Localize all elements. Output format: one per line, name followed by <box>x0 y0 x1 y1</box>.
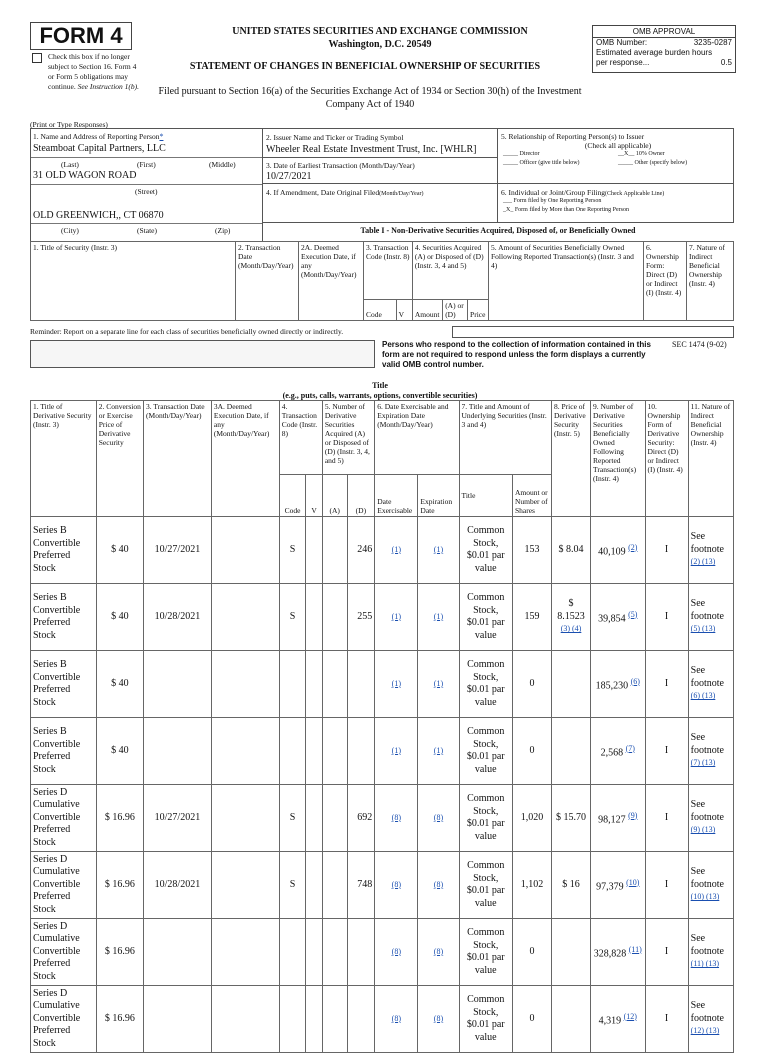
acquired-cell <box>322 651 347 718</box>
underlying-amount: 159 <box>512 584 551 651</box>
transaction-code <box>279 919 306 986</box>
derivative-price: $ 8.04 <box>558 543 584 555</box>
transaction-code: S <box>279 852 306 919</box>
ownership-form: I <box>645 517 688 584</box>
omb-number-label: OMB Number: <box>596 38 648 47</box>
underlying-amount: 153 <box>512 517 551 584</box>
form-title: FORM 4 <box>30 22 132 50</box>
derivative-price: $ 8.1523 <box>557 598 585 622</box>
footnote-link[interactable]: (10) (13) <box>690 892 720 902</box>
owned-amount: 40,109 <box>598 545 626 557</box>
transaction-date <box>144 718 212 785</box>
table-row <box>31 919 734 986</box>
check-note-text: Check this box if no longer subject to Section 16. Form 4 or Form 5 obligations may continue. <box>48 52 137 91</box>
transaction-code <box>279 718 306 785</box>
ownership-form: I <box>645 718 688 785</box>
ownership-form: I <box>645 584 688 651</box>
nature-text: See footnote <box>690 665 724 689</box>
non-derivative-table <box>30 241 734 321</box>
omb-title: OMB APPROVAL <box>593 26 735 38</box>
middle-label: (Middle) <box>209 160 236 169</box>
v-cell <box>306 986 322 1053</box>
footnote-link[interactable]: (6) (13) <box>690 691 716 701</box>
acquired-cell <box>322 986 347 1053</box>
filed-pursuant: Filed pursuant to Section 16(a) of the Securities Exchange Act of 1934 or Section 30(h) of the Investment Company Act of 1940 <box>158 86 582 110</box>
earliest-date-box <box>262 157 498 184</box>
t2-col-nature: 11. Nature of Indirect Beneficial Ownership (Instr. 4) <box>688 401 733 517</box>
v-cell <box>306 919 322 986</box>
city-value: OLD GREENWICH,, CT 06870 <box>33 210 164 221</box>
footnote-link[interactable]: (1) <box>433 544 444 554</box>
table-row <box>31 785 734 852</box>
first-label: (First) <box>137 160 156 169</box>
t2-col-title: 1. Title of Derivative Security (Instr. 3) <box>31 401 97 517</box>
footnote-link[interactable]: (8) <box>433 1013 444 1023</box>
footnote-link[interactable]: (1) <box>391 678 401 688</box>
check-note-instruction: See Instruction 1(b). <box>77 82 140 91</box>
director-option[interactable]: _____ Director <box>503 151 540 157</box>
footnote-link[interactable]: (10) <box>626 877 640 887</box>
footnote-link[interactable]: (2) <box>628 542 638 552</box>
disposed-cell: 748 <box>347 852 375 919</box>
t2-col-conversion: 2. Conversion or Exercise Price of Derivative Security <box>96 401 143 517</box>
relationship-label: 5. Relationship of Reporting Person(s) to Issuer <box>501 132 645 141</box>
footnote-link[interactable]: (8) <box>433 946 444 956</box>
statement-title: STATEMENT OF CHANGES IN BENEFICIAL OWNERSHIP OF SECURITIES <box>189 61 541 72</box>
issuer-label: 2. Issuer Name and Ticker or Trading Symbol <box>266 133 404 142</box>
disposed-cell <box>347 986 375 1053</box>
t2-col-exercisable: 6. Date Exercisable and Expiration Date (Month/Day/Year) <box>375 401 459 475</box>
underlying-title: Common Stock, $0.01 par value <box>459 919 512 986</box>
t1-col-nature: 7. Nature of Indirect Beneficial Ownership (Instr. 4) <box>687 242 734 321</box>
footnote-link[interactable]: (11) <box>628 944 642 954</box>
footnote-link[interactable]: (1) <box>391 611 401 621</box>
footnote-link[interactable]: (5) <box>628 609 638 619</box>
t2-sub-date-ex: Date Exercisable <box>375 475 418 517</box>
footnote-link[interactable]: (11) (13) <box>690 959 720 969</box>
t1-col-code: 3. Transaction Code (Instr. 8) <box>364 242 413 300</box>
officer-option[interactable]: _____ Officer (give title below) <box>503 160 580 166</box>
t2-col-number: 5. Number of Derivative Securities Acquired (A) or Disposed of (D) (Instr. 3, 4, and 5) <box>322 401 374 475</box>
acquired-cell <box>322 785 347 852</box>
deemed-date <box>211 852 279 919</box>
transaction-date: 10/27/2021 <box>144 785 212 852</box>
t1-col-amount-owned: 5. Amount of Securities Beneficially Owned Following Reported Transaction(s) (Instr. 3 and 4) <box>489 242 644 321</box>
ten-percent-owner-option[interactable]: __X__ 10% Owner <box>618 151 665 157</box>
omb-per-response-label: per response... <box>596 58 650 67</box>
acquired-cell <box>322 919 347 986</box>
conversion-price: $ 16.96 <box>96 852 143 919</box>
city-label: (City) <box>61 226 79 235</box>
transaction-code <box>279 986 306 1053</box>
transaction-date <box>144 919 212 986</box>
footnote-link[interactable]: (8) <box>433 812 444 822</box>
transaction-date <box>144 651 212 718</box>
table-row <box>31 517 734 584</box>
relationship-box <box>497 128 734 184</box>
footnote-link[interactable]: (8) <box>391 812 401 822</box>
footnote-link[interactable]: (8) <box>391 879 401 889</box>
t1-sub-v: V <box>396 300 412 321</box>
security-title: Series D Cumulative Convertible Preferred Stock <box>31 852 97 919</box>
relationship-sub: (Check all applicable) <box>584 141 652 150</box>
check-note <box>48 52 143 92</box>
print-type-note: (Print or Type Responses) <box>30 120 108 129</box>
footnote-link[interactable]: (7) (13) <box>690 758 716 768</box>
disposed-cell <box>347 651 375 718</box>
no-longer-subject-checkbox[interactable] <box>32 53 42 63</box>
deemed-date <box>211 651 279 718</box>
owned-amount: 4,319 <box>598 1014 622 1026</box>
state-label: (State) <box>137 226 157 235</box>
table2-title: Title <box>372 381 388 390</box>
footnote-link[interactable]: (6) <box>630 676 640 686</box>
underlying-title: Common Stock, $0.01 par value <box>459 517 512 584</box>
nature-text: See footnote <box>690 933 724 957</box>
footnote-link[interactable]: (8) <box>433 879 444 889</box>
transaction-date: 10/28/2021 <box>144 584 212 651</box>
t2-col-underlying: 7. Title and Amount of Underlying Securities (Instr. 3 and 4) <box>459 401 551 475</box>
table-row <box>31 651 734 718</box>
table1-title: Table I - Non-Derivative Securities Acquired, Disposed of, or Beneficially Owned <box>360 226 636 235</box>
owned-amount: 39,854 <box>598 612 626 624</box>
amendment-label: 4. If Amendment, Date Original Filed <box>266 188 380 197</box>
table2-subtitle: (e.g., puts, calls, warrants, options, convertible securities) <box>282 391 478 400</box>
footnote-link[interactable]: (2) (13) <box>690 557 716 567</box>
footnote-link[interactable]: (12) <box>623 1011 637 1021</box>
t1-col-acquired: 4. Securities Acquired (A) or Disposed of (D) (Instr. 3, 4 and 5) <box>412 242 488 300</box>
security-title: Series B Convertible Preferred Stock <box>31 718 97 785</box>
conversion-price: $ 40 <box>96 651 143 718</box>
conversion-price: $ 40 <box>96 517 143 584</box>
t1-col-deemed: 2A. Deemed Execution Date, if any (Month/Day/Year) <box>299 242 364 321</box>
footnote-link[interactable]: (8) <box>391 946 401 956</box>
owned-amount: 328,828 <box>593 947 627 959</box>
security-title: Series B Convertible Preferred Stock <box>31 584 97 651</box>
underlying-amount: 1,102 <box>512 852 551 919</box>
transaction-date: 10/28/2021 <box>144 852 212 919</box>
footnote-link[interactable]: (1) <box>391 745 401 755</box>
underlying-amount: 0 <box>512 986 551 1053</box>
t2-sub-amount: Amount or Number of Shares <box>512 475 551 517</box>
v-cell <box>306 852 322 919</box>
owned-amount: 98,127 <box>598 813 626 825</box>
table-row <box>31 718 734 785</box>
derivative-table <box>30 400 734 1053</box>
conversion-price: $ 16.96 <box>96 986 143 1053</box>
derivative-price: $ 15.70 <box>556 811 587 823</box>
t2-col-owned: 9. Number of Derivative Securities Beneficially Owned Following Reported Transaction(s) (Instr. 4) <box>591 401 645 517</box>
underlying-title: Common Stock, $0.01 par value <box>459 584 512 651</box>
t1-sub-amount: Amount <box>412 300 442 321</box>
disposed-cell <box>347 919 375 986</box>
disposed-cell: 246 <box>347 517 375 584</box>
underlying-amount: 0 <box>512 718 551 785</box>
derivative-price: $ 16 <box>562 878 580 890</box>
v-cell <box>306 718 322 785</box>
reporting-person-name: Steamboat Capital Partners, LLC <box>33 143 166 154</box>
sec-number: SEC 1474 (9-02) <box>672 340 727 349</box>
security-title: Series B Convertible Preferred Stock <box>31 517 97 584</box>
disposed-cell <box>347 718 375 785</box>
t1-col-date: 2. Transaction Date (Month/Day/Year) <box>236 242 299 321</box>
nature-text: See footnote <box>690 531 724 555</box>
t1-col-ownership-form: 6. Ownership Form: Direct (D) or Indirect (I) (Instr. 4) <box>644 242 687 321</box>
earliest-date: 10/27/2021 <box>266 171 312 182</box>
disposed-cell: 692 <box>347 785 375 852</box>
transaction-code: S <box>279 584 306 651</box>
t2-col-deemed: 3A. Deemed Execution Date, if any (Month/Day/Year) <box>211 401 279 517</box>
t2-sub-title: Title <box>459 475 512 517</box>
t2-col-date: 3. Transaction Date (Month/Day/Year) <box>144 401 212 517</box>
underlying-title: Common Stock, $0.01 par value <box>459 986 512 1053</box>
underlying-title: Common Stock, $0.01 par value <box>459 651 512 718</box>
table-row <box>31 852 734 919</box>
omb-per-response: 0.5 <box>720 58 732 67</box>
v-cell <box>306 785 322 852</box>
table-row <box>31 584 734 651</box>
owned-amount: 97,379 <box>596 880 624 892</box>
v-cell <box>306 584 322 651</box>
footnote-link[interactable]: (5) (13) <box>690 624 716 634</box>
footnote-link[interactable]: (1) <box>433 745 444 755</box>
conversion-price: $ 16.96 <box>96 785 143 852</box>
footnote-link[interactable]: (8) <box>391 1013 401 1023</box>
agency-name: UNITED STATES SECURITIES AND EXCHANGE COMMISSION <box>232 26 528 37</box>
nature-text: See footnote <box>690 1000 724 1024</box>
transaction-code <box>279 651 306 718</box>
more-person-option[interactable]: _X_ Form filed by More than One Reporting Person <box>503 207 629 213</box>
footnote-link[interactable]: (1) <box>433 678 444 688</box>
filing-type-sub: (Check Applicable Line) <box>604 191 665 197</box>
street-label: (Street) <box>135 187 158 196</box>
asterisk-link[interactable]: * <box>159 132 164 141</box>
t1-sub-aord: (A) or (D) <box>443 300 468 321</box>
omb-number: 3235-0287 <box>693 38 732 47</box>
ownership-form: I <box>645 986 688 1053</box>
nature-text: See footnote <box>690 866 724 890</box>
acquired-cell <box>322 718 347 785</box>
amendment-box <box>262 183 498 223</box>
v-cell <box>306 517 322 584</box>
security-title: Series D Cumulative Convertible Preferred Stock <box>31 986 97 1053</box>
reminder-box <box>30 340 375 368</box>
table-row <box>31 986 734 1053</box>
t2-col-code: 4. Transaction Code (Instr. 8) <box>279 401 322 475</box>
underlying-title: Common Stock, $0.01 par value <box>459 718 512 785</box>
ownership-form: I <box>645 785 688 852</box>
conversion-price: $ 40 <box>96 718 143 785</box>
one-person-option[interactable]: ___ Form filed by One Reporting Person <box>503 198 602 204</box>
reporting-person-label: 1. Name and Address of Reporting Person <box>33 132 160 141</box>
reminder-right-box <box>452 326 734 338</box>
owned-amount: 2,568 <box>600 746 624 758</box>
underlying-amount: 0 <box>512 651 551 718</box>
footnote-link[interactable]: (3) (4) <box>560 624 582 634</box>
last-label: (Last) <box>61 160 79 169</box>
t2-sub-a: (A) <box>322 475 347 517</box>
issuer-name: Wheeler Real Estate Investment Trust, Inc. [WHLR] <box>266 144 477 155</box>
omb-approval-box <box>592 25 736 73</box>
table2-heading <box>130 381 630 401</box>
other-option[interactable]: _____ Other (specify below) <box>618 160 688 166</box>
v-cell <box>306 651 322 718</box>
underlying-title: Common Stock, $0.01 par value <box>459 852 512 919</box>
agency-heading <box>180 25 580 51</box>
earliest-date-label: 3. Date of Earliest Transaction (Month/Day/Year) <box>266 161 415 170</box>
footnote-link[interactable]: (9) (13) <box>690 825 716 835</box>
footnote-link[interactable]: (1) <box>433 611 444 621</box>
transaction-code: S <box>279 785 306 852</box>
t2-sub-code: Code <box>279 475 306 517</box>
agency-city: Washington, D.C. 20549 <box>328 39 432 50</box>
reporting-person-box <box>30 128 263 242</box>
transaction-code: S <box>279 517 306 584</box>
acquired-cell <box>322 584 347 651</box>
filing-type-label: 6. Individual or Joint/Group Filing <box>501 188 605 197</box>
disposed-cell: 255 <box>347 584 375 651</box>
security-title: Series D Cumulative Convertible Preferred Stock <box>31 785 97 852</box>
ownership-form: I <box>645 852 688 919</box>
transaction-date <box>144 986 212 1053</box>
underlying-amount: 1,020 <box>512 785 551 852</box>
street-value: 31 OLD WAGON ROAD <box>33 170 137 181</box>
t1-sub-code: Code <box>364 300 397 321</box>
t2-col-form: 10. Ownership Form of Derivative Security: Direct (D) or Indirect (I) (Instr. 4) <box>645 401 688 517</box>
issuer-box <box>262 128 498 158</box>
nature-text: See footnote <box>690 598 724 622</box>
amendment-label-format: (Month/Day/Year) <box>379 191 424 197</box>
ownership-form: I <box>645 651 688 718</box>
conversion-price: $ 40 <box>96 584 143 651</box>
acquired-cell <box>322 852 347 919</box>
t2-sub-d: (D) <box>347 475 375 517</box>
deemed-date <box>211 584 279 651</box>
filing-type-box <box>497 183 734 223</box>
footnote-link[interactable]: (9) <box>628 810 638 820</box>
footnote-link[interactable]: (1) <box>391 544 401 554</box>
underlying-title: Common Stock, $0.01 par value <box>459 785 512 852</box>
owned-amount: 185,230 <box>595 679 629 691</box>
deemed-date <box>211 919 279 986</box>
zip-label: (Zip) <box>215 226 231 235</box>
acquired-cell <box>322 517 347 584</box>
t1-sub-price: Price <box>468 300 489 321</box>
reminder-text: Reminder: Report on a separate line for each class of securities beneficially owned directly or indirectly. <box>30 327 344 336</box>
t2-col-price: 8. Price of Derivative Security (Instr. 5) <box>552 401 591 517</box>
security-title: Series D Cumulative Convertible Preferred Stock <box>31 919 97 986</box>
nature-text: See footnote <box>690 799 724 823</box>
underlying-amount: 0 <box>512 919 551 986</box>
omb-burden-label: Estimated average burden hours <box>596 48 713 57</box>
t1-col-title: 1. Title of Security (Instr. 3) <box>31 242 236 321</box>
nature-text: See footnote <box>690 732 724 756</box>
footnote-link[interactable]: (12) (13) <box>690 1026 720 1036</box>
security-title: Series B Convertible Preferred Stock <box>31 651 97 718</box>
conversion-price: $ 16.96 <box>96 919 143 986</box>
transaction-date: 10/27/2021 <box>144 517 212 584</box>
t2-sub-v: V <box>306 475 322 517</box>
deemed-date <box>211 785 279 852</box>
footnote-link[interactable]: (7) <box>625 743 635 753</box>
deemed-date <box>211 986 279 1053</box>
ownership-form: I <box>645 919 688 986</box>
deemed-date <box>211 718 279 785</box>
t2-sub-exp: Expiration Date <box>418 475 459 517</box>
deemed-date <box>211 517 279 584</box>
persons-notice: Persons who respond to the collection of information contained in this form are not required to respond unless the form displays a currently valid OMB control number. <box>382 340 651 369</box>
